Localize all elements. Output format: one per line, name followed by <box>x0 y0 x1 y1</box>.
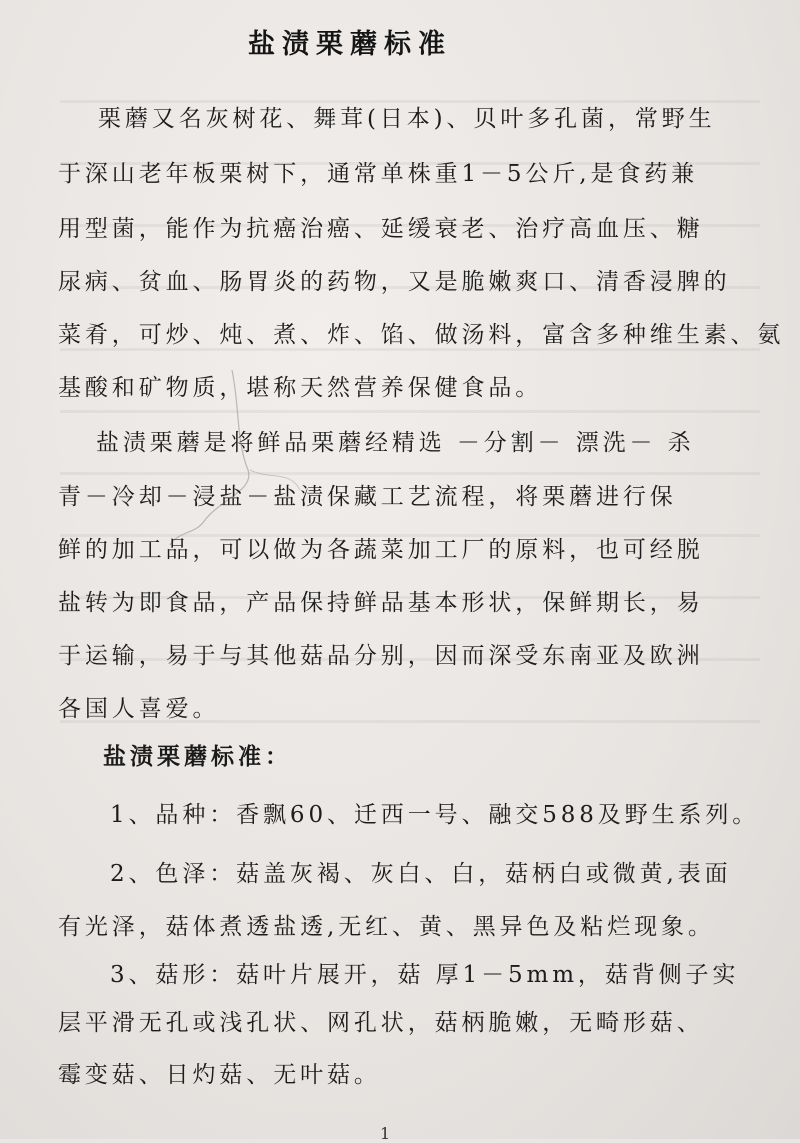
standards-heading: 盐渍栗蘑标准： <box>103 744 292 770</box>
standard-item-2-cont: 有光泽，菇体煮透盐透,无红、黄、黑异色及粘烂现象。 <box>58 914 715 940</box>
paragraph1-line1: 栗蘑又名灰树花、舞茸(日本)、贝叶多孔菌，常野生 <box>98 106 716 132</box>
paragraph2-line6: 各国人喜爱。 <box>58 696 220 722</box>
standard-item-3: 3、菇形：菇叶片展开，菇 厚1－5mm，菇背侧子实 <box>110 962 740 988</box>
paragraph1-line6: 基酸和矿物质，堪称天然营养保健食品。 <box>58 375 543 401</box>
document-title: 盐渍栗蘑标准 <box>248 29 452 60</box>
paragraph1-line2: 于深山老年板栗树下，通常单株重1－5公斤,是食药兼 <box>58 161 699 187</box>
paragraph2-line5: 于运输，易于与其他菇品分别，因而深受东南亚及欧洲 <box>58 643 704 669</box>
standard-item-2: 2、色泽：菇盖灰褐、灰白、白，菇柄白或微黄,表面 <box>110 861 732 887</box>
standard-item-3-cont2: 霉变菇、日灼菇、无叶菇。 <box>58 1062 381 1088</box>
standard-item-3-cont: 层平滑无孔或浅孔状、网孔状，菇柄脆嫩，无畸形菇、 <box>58 1010 704 1036</box>
paragraph1-line5: 菜肴，可炒、炖、煮、炸、馅、做汤料，富含多种维生素、氨 <box>58 322 785 348</box>
paragraph2-line1: 盐渍栗蘑是将鲜品栗蘑经精选 －分割－ 漂洗－ 杀 <box>96 430 695 456</box>
paragraph1-line4: 尿病、贫血、肠胃炎的药物，又是脆嫩爽口、清香浸脾的 <box>58 269 731 295</box>
paragraph2-line2: 青－冷却－浸盐－盐渍保藏工艺流程，将栗蘑进行保 <box>58 484 677 510</box>
paragraph2-line4: 盐转为即食品，产品保持鲜品基本形状，保鲜期长，易 <box>58 590 704 616</box>
page-number: 1 <box>380 1124 391 1143</box>
paragraph2-line3: 鲜的加工品，可以做为各蔬菜加工厂的原料，也可经脱 <box>58 537 704 563</box>
standard-item-1: 1、品种：香飘60、迁西一号、融交588及野生系列。 <box>110 802 760 828</box>
paragraph1-line3: 用型菌，能作为抗癌治癌、延缓衰老、治疗高血压、糖 <box>58 216 704 242</box>
